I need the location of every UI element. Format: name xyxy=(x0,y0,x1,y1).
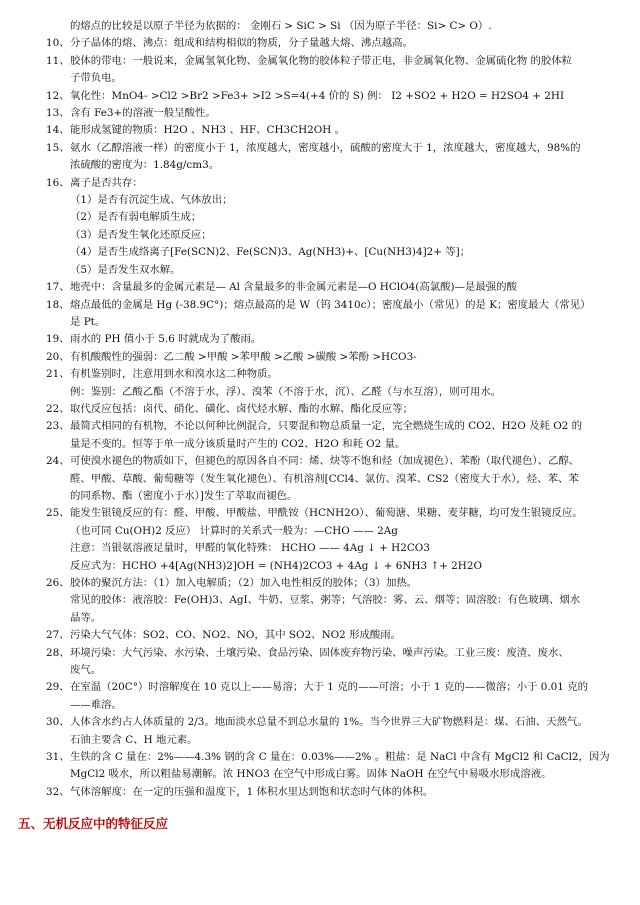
item-first-line xyxy=(46,505,618,522)
item-first-line xyxy=(46,53,618,70)
item-first-line xyxy=(46,575,618,592)
item-continuation-line xyxy=(70,488,618,505)
item-number xyxy=(46,262,70,279)
item-continuation-line xyxy=(70,227,618,244)
item-continuation-line xyxy=(70,244,618,261)
item-text: 胶体的聚沉方法：（1）加入电解质；（2）加入电性相反的胶体；（3）加热。 xyxy=(70,577,418,589)
item-first-line xyxy=(46,645,618,662)
item-continuation-line xyxy=(70,209,618,226)
item-number: 21、 xyxy=(46,368,70,381)
item-first-line xyxy=(46,749,618,766)
list-item xyxy=(46,418,618,453)
item-text: （也可同 Cu(OH)2 反应） 计算时的关系式一般为：—CHO —— 2Ag xyxy=(70,524,398,537)
list-item xyxy=(46,366,618,401)
intro-line: 的熔点的比较是以原子半径为依据的： 金刚石 > SiC > Si （因为原子半径：Si> C> O）. xyxy=(70,20,492,32)
item-number xyxy=(46,314,70,331)
item-continuation-line xyxy=(70,766,618,783)
item-first-line xyxy=(46,331,618,348)
section-title: 五、无机反应中的特征反应 xyxy=(18,816,169,832)
items-list xyxy=(46,35,618,801)
item-first-line xyxy=(46,349,618,366)
item-first-line xyxy=(46,175,618,192)
item-number xyxy=(46,227,70,244)
item-number xyxy=(46,384,70,401)
item-first-line xyxy=(46,401,618,418)
item-number xyxy=(46,697,70,714)
item-continuation-line xyxy=(70,471,618,488)
item-text: 能发生银镜反应的有：醛、甲酸、甲酸盐、甲酰铵（HCNH2O）、葡萄溏、果糖、麦芽糖，均可发生银镜反应。 xyxy=(70,507,583,520)
list-item xyxy=(46,105,618,122)
item-text: 有机鉴别时，注意用到水和溴水这二种物质。 xyxy=(70,368,278,381)
item-continuation-line xyxy=(70,592,618,609)
item-continuation-line xyxy=(70,610,618,627)
item-number xyxy=(46,523,70,540)
item-first-line xyxy=(46,784,618,801)
item-text: 在室温（20C°）时溶解度在 10 克以上——易溶；大于 1 克的——可溶；小于 1 克的——微溶；小于 0.01 克的 xyxy=(70,681,588,694)
item-number: 24、 xyxy=(46,455,70,468)
list-item xyxy=(46,35,618,52)
item-text: 石油主要含 C、H 地元素。 xyxy=(70,733,198,746)
item-text: MgCl2 吸水，所以粗盐易潮解。浓 HNO3 在空气中形成白雾。固体 NaOH 在空气中易吸水形成溶液。 xyxy=(70,768,552,781)
item-number: 16、 xyxy=(46,176,70,189)
list-item xyxy=(46,140,618,175)
item-text: 能形成氢键的物质：H2O 、NH3 、HF、CH3CH2OH 。 xyxy=(70,124,346,137)
item-number xyxy=(46,192,70,209)
list-item xyxy=(46,505,618,575)
item-text: 熔点最低的金属是 Hg (-38.9C°)；熔点最高的是 W（钨 3410c）；密度最小（常见）的是 K；密度最大（常见） xyxy=(70,298,591,311)
item-number: 23、 xyxy=(46,420,70,433)
list-item xyxy=(46,297,618,332)
item-number xyxy=(46,244,70,261)
item-number: 18、 xyxy=(46,298,70,311)
item-number xyxy=(46,157,70,174)
item-number xyxy=(46,70,70,87)
item-text: 反应式为：HCHO +4[Ag(NH3)2]OH = (NH4)2CO3 + 4Ag ↓ + 6NH3 ↑+ 2H2O xyxy=(70,559,482,572)
item-number: 27、 xyxy=(46,629,70,642)
item-text: 生铁的含 C 量在：2%——4.3% 钢的含 C 量在：0.03%——2% 。粗盐：是 NaCl 中含有 MgCl2 和 CaCl2，因为 xyxy=(70,751,610,764)
item-first-line xyxy=(46,714,618,731)
list-item xyxy=(46,784,618,801)
item-text: 环境污染：大气污染、水污染、土壤污染、食品污染、固体废弃物污染、噪声污染。工业三废：废渣、废水、 xyxy=(70,646,569,659)
item-number xyxy=(46,610,70,627)
list-item xyxy=(46,645,618,680)
item-continuation-line xyxy=(70,697,618,714)
item-number xyxy=(46,766,70,783)
item-number: 26、 xyxy=(46,577,70,589)
item-first-line xyxy=(46,105,618,122)
item-text: 最简式相同的有机物，不论以何种比例混合，只要混和物总质量一定，完全燃烧生成的 CO2、H2O 及耗 O2 的 xyxy=(70,420,583,433)
item-continuation-line xyxy=(70,384,618,401)
item-first-line xyxy=(46,140,618,157)
item-text: 氨水（乙醇溶液一样）的密度小于 1，浓度越大，密度越小，硫酸的密度大于 1，浓度越大，密度越大，98%的 xyxy=(70,141,581,154)
item-first-line xyxy=(46,35,618,52)
item-first-line xyxy=(46,88,618,105)
list-item xyxy=(46,627,618,644)
item-text: 含有 Fe3+的溶液一般呈酸性。 xyxy=(70,107,216,120)
item-text: 取代反应包括：卤代、硝化、磺化、卤代烃水解、酯的水解、酯化反应等； xyxy=(70,402,413,415)
item-text: 氧化性：MnO4- >Cl2 >Br2 >Fe3+ >I2 >S=4(+4 价的 S) 例： I2 +SO2 + H2O = H2SO4 + 2HI xyxy=(70,89,565,102)
item-continuation-line xyxy=(70,70,618,87)
item-text: 注意：当银氨溶液足量时，甲醛的氧化特殊： HCHO —— 4Ag ↓ + H2CO3 xyxy=(70,542,430,555)
item-number: 20、 xyxy=(46,350,70,363)
item-first-line xyxy=(46,279,618,296)
list-item xyxy=(46,679,618,714)
item-number: 12、 xyxy=(46,89,70,102)
item-text: 分子晶体的熔、沸点：组成和结构相似的物质，分子量越大熔、沸点越高。 xyxy=(70,37,413,50)
list-item xyxy=(46,401,618,418)
item-continuation-line xyxy=(70,436,618,453)
item-number xyxy=(46,471,70,488)
item-number xyxy=(46,558,70,575)
item-continuation-line xyxy=(70,314,618,331)
item-text: 污染大气气体：SO2、CO、NO2、NO，其中 SO2、NO2 形成酸雨。 xyxy=(70,629,402,642)
item-text: （2）是否有弱电解质生成； xyxy=(70,211,202,224)
item-number: 13、 xyxy=(46,107,70,120)
item-first-line xyxy=(46,679,618,696)
list-item xyxy=(46,122,618,139)
item-number: 17、 xyxy=(46,281,70,294)
item-first-line xyxy=(46,418,618,435)
item-number: 31、 xyxy=(46,751,70,764)
item-text: 的同系物、酯（密度小于水）]发生了萃取而褪色。 xyxy=(70,489,298,502)
list-item xyxy=(46,575,618,627)
item-continuation-line xyxy=(70,732,618,749)
item-number xyxy=(46,540,70,557)
item-text: 地壳中：含量最多的金属元素是— Al 含量最多的非金属元素是—O HClO4(高氯酸)—是最强的酸 xyxy=(70,281,517,294)
item-continuation-line xyxy=(70,192,618,209)
item-text: （5）是否发生双水解。 xyxy=(70,263,181,276)
item-text: 醛、甲酸、草酸、葡萄糖等（发生氧化褪色）、有机溶剂[CCl4、氯仿、溴苯、CS2（密度大于水），烃、苯、苯 xyxy=(70,472,579,485)
item-number: 29、 xyxy=(46,681,70,694)
item-number xyxy=(46,662,70,679)
item-text: 胶体的带电：一般说来，金属氢氧化物、金属氧化物的胶体粒子带正电，非金属氧化物、金属硫化物 的胶体粒 xyxy=(70,54,573,67)
list-item xyxy=(46,88,618,105)
item-text: （1）是否有沉淀生成、气体放出； xyxy=(70,194,233,207)
item-first-line xyxy=(46,366,618,383)
item-text: 晶等。 xyxy=(70,611,102,624)
list-item xyxy=(46,749,618,784)
item-text: 例：鉴别：乙酸乙酯（不溶于水，浮）、溴苯（不溶于水，沉）、乙醛（与水互溶），则可用水。 xyxy=(70,385,502,398)
list-item xyxy=(46,714,618,749)
item-text: 气体溶解度：在一定的压强和温度下，1 体积水里达到饱和状态时气体的体积。 xyxy=(70,785,434,798)
item-text: 雨水的 PH 值小于 5.6 时就成为了酸雨。 xyxy=(70,333,262,346)
item-continuation-line xyxy=(70,558,618,575)
item-text: 可使溴水褪色的物质如下，但褪色的原因各自不同：烯、炔等不饱和烃（加成褪色）、苯酚（取代褪色）、乙醇、 xyxy=(70,455,580,468)
item-number xyxy=(46,209,70,226)
list-item xyxy=(46,279,618,296)
list-item xyxy=(46,331,618,348)
item-text: 废气。 xyxy=(70,664,102,677)
item-number xyxy=(46,592,70,609)
item-number: 32、 xyxy=(46,785,70,798)
item-text: 浓硫酸的密度为：1.84g/cm3。 xyxy=(70,159,220,172)
list-item xyxy=(46,175,618,279)
item-number: 10、 xyxy=(46,37,70,50)
item-text: 子带负电。 xyxy=(70,72,122,85)
list-item xyxy=(46,453,618,505)
item-text: 有机酸酸性的强弱：乙二酸 >甲酸 >苯甲酸 >乙酸 >碳酸 >苯酚 >HCO3- xyxy=(70,350,417,363)
item-text: （4）是否生成络离子[Fe(SCN)2、Fe(SCN)3、Ag(NH3)+、[Cu(NH3)4]2+ 等]； xyxy=(70,246,471,259)
item-text: 人体含水约占人体质量的 2/3。地面淡水总量不到总水量的 1%。当今世界三大矿物燃料是：煤、石油、天然气。 xyxy=(70,716,588,729)
item-continuation-line xyxy=(70,540,618,557)
item-number xyxy=(46,436,70,453)
list-item xyxy=(46,53,618,88)
item-first-line xyxy=(46,627,618,644)
item-text: 离子是否共存： xyxy=(70,176,143,189)
item-continuation-line xyxy=(70,523,618,540)
item-continuation-line xyxy=(70,662,618,679)
item-number: 28、 xyxy=(46,646,70,659)
item-text: 是 Pt。 xyxy=(70,315,106,328)
item-text: 量是不变的。恒等于单一成分该质量时产生的 CO2、H2O 和耗 O2 量。 xyxy=(70,437,406,450)
item-first-line xyxy=(46,297,618,314)
item-number: 15、 xyxy=(46,141,70,154)
item-number xyxy=(46,732,70,749)
item-text: ——难溶。 xyxy=(70,698,122,711)
item-number: 11、 xyxy=(46,54,70,67)
list-item xyxy=(46,349,618,366)
item-number: 19、 xyxy=(46,333,70,346)
item-number: 22、 xyxy=(46,402,70,415)
item-first-line xyxy=(46,453,618,470)
item-continuation-line xyxy=(70,262,618,279)
item-number: 25、 xyxy=(46,507,70,520)
item-number: 14、 xyxy=(46,124,70,137)
item-text: （3）是否发生氧化还原反应； xyxy=(70,228,212,241)
item-number: 30、 xyxy=(46,716,70,729)
item-text: 常见的胶体：液溶胶：Fe(OH)3、AgI、牛奶、豆浆、粥等；气溶胶：雾、云、烟等；固溶胶：有色玻璃、烟水 xyxy=(70,594,581,607)
item-first-line xyxy=(46,122,618,139)
item-continuation-line xyxy=(70,157,618,174)
item-number xyxy=(46,488,70,505)
